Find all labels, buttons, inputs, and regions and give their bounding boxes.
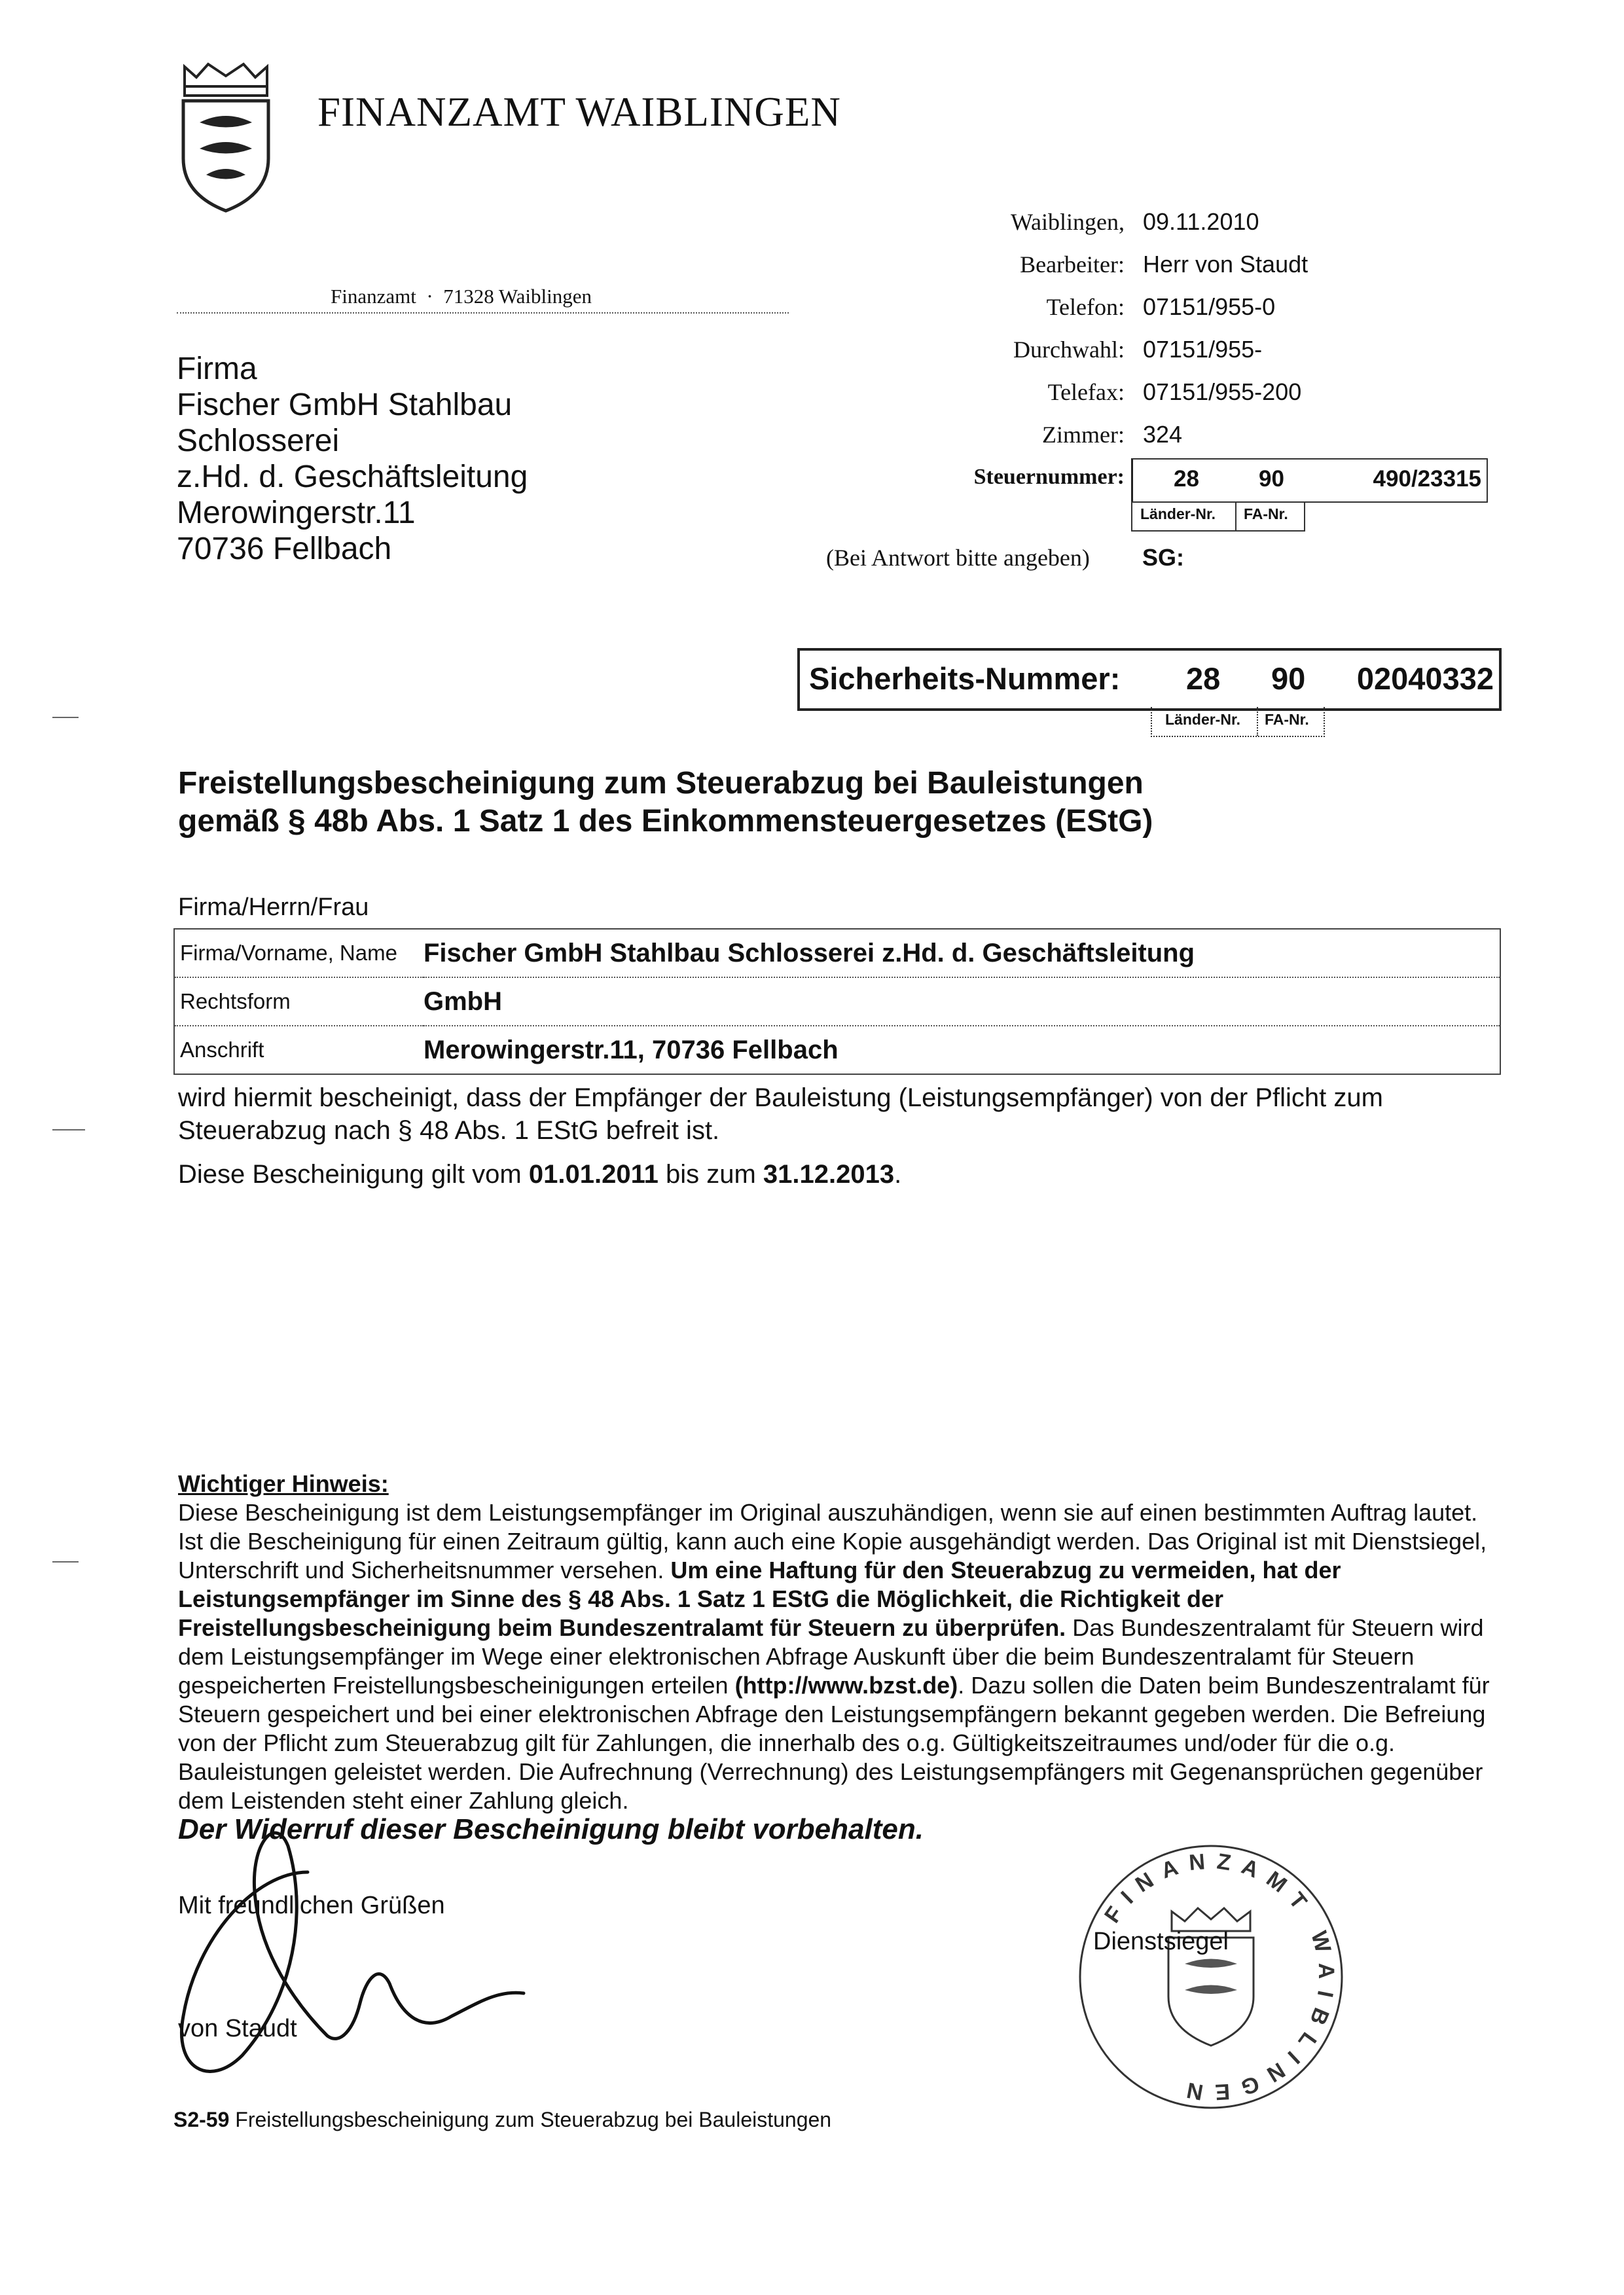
recipient-info-table: [173, 928, 1501, 1075]
scan-mark: [52, 717, 79, 718]
row-value: Fischer GmbH Stahlbau Schlosserei z.Hd. d. Geschäftsleitung: [424, 938, 1195, 967]
clerk-row: [805, 251, 1525, 290]
form-code: S2-59: [173, 2108, 230, 2131]
notice-text: Diese Bescheinigung ist dem Leistungsempfänger im Original auszuhändigen, wenn sie auf einen bestimmten Auftrag lautet. Ist die Bescheinigung für einen Zeitraum gültig, kann auch eine Kopie ausgehändigt werden. Das Original ist mit Dienstsiegel, Unterschrift und Sicherheitsnummer versehen.: [178, 1499, 1487, 1583]
validity-from: 01.01.2011: [528, 1160, 659, 1189]
scan-mark: [52, 1561, 79, 1563]
date-value: 09.11.2010: [1143, 208, 1259, 235]
security-number-captions: [1151, 707, 1325, 737]
official-seal-icon: [1074, 1833, 1348, 2121]
date-row: [805, 208, 1525, 247]
sg-label: SG:: [1142, 544, 1185, 571]
fa-caption: FA-Nr.: [1265, 711, 1309, 728]
document-title: [178, 765, 1153, 840]
revocation-note: Der Widerruf dieser Bescheinigung bleibt vorbehalten.: [178, 1813, 924, 1845]
land-caption: Länder-Nr.: [1140, 505, 1216, 522]
divider: [177, 312, 789, 314]
validity-suffix: .: [894, 1160, 902, 1189]
notice-link: (http://www.bzst.de): [734, 1672, 958, 1699]
recipient-line: z.Hd. d. Geschäftsleitung: [177, 460, 528, 494]
divider: [1235, 501, 1236, 530]
tax-number-value: 490/23315: [1373, 466, 1481, 492]
return-address-office: Finanzamt: [331, 285, 416, 308]
footer: [173, 2108, 831, 2132]
recipient-line: Firma: [177, 352, 257, 386]
recipient-line: 70736 Fellbach: [177, 532, 392, 566]
tax-number-box: [1131, 458, 1488, 503]
coat-of-arms-icon: [177, 60, 275, 214]
row-label: Anschrift: [174, 1026, 424, 1074]
notice-text-bold: Um eine Haftung für den Steuerabzug zu vermeiden, hat der Leistungsempfänger im Sinne des § 48 Abs. 1 Satz 1 EStG die Möglichkeit, die Richtigkeit der Freistellungsbescheinigung beim Bundeszentralamt für Steuern zu überprüfen.: [178, 1557, 1341, 1641]
clerk-label: Bearbeiter:: [1020, 251, 1125, 278]
divider: [1257, 707, 1258, 736]
security-land-number: 28: [1186, 661, 1221, 696]
certification-text: wird hiermit bescheinigt, dass der Empfänger der Bauleistung (Leistungsempfänger) von der Pflicht zum Steuerabzug nach § 48 Abs. 1 EStG befreit ist.: [178, 1083, 1383, 1145]
room-value: 324: [1143, 421, 1183, 448]
room-row: [805, 421, 1525, 460]
seal-ring-text: FINANZAMT WAIBLINGEN: [1100, 1849, 1339, 2105]
notice-text: . Dazu sollen die Daten beim Bundeszentralamt für Steuern gespeichert und bei einer elektronischen Abfrage den Leistungsempfängern bekannt gegeben werden. Die Befreiung von der Pflicht zum Steuerabzug gilt für Zahlungen, die innerhalb des o.g. Gültigkeitszeitraumes und/oder für die o.g. Bauleistungen geleistet werden. Die Aufrechnung (Verrechnung) des Leistungsempfängers mit Gegenansprüchen gegenüber dem Leistenden steht einer Zahlung gleich.: [178, 1672, 1490, 1814]
date-label: Waiblingen,: [1010, 209, 1125, 235]
row-value: Merowingerstr.11, 70736 Fellbach: [424, 1026, 1500, 1074]
footer-text: Freistellungsbescheinigung zum Steuerabzug bei Bauleistungen: [235, 2108, 832, 2131]
fax-label: Telefax:: [1047, 379, 1125, 405]
security-number-value: 02040332: [1356, 661, 1494, 696]
clerk-value: Herr von Staudt: [1143, 251, 1308, 278]
title-line-2: gemäß § 48b Abs. 1 Satz 1 des Einkommensteuergesetzes (EStG): [178, 804, 1153, 839]
signer-name: von Staudt: [178, 2015, 297, 2042]
extension-value: 07151/955-: [1143, 336, 1263, 363]
phone-row: [805, 293, 1525, 333]
signature-icon: [157, 1820, 615, 2095]
validity-to: 31.12.2013: [763, 1160, 895, 1189]
tax-land-number: 28: [1174, 466, 1199, 492]
title-line-1: Freistellungsbescheinigung zum Steuerabzug bei Bauleistungen: [178, 766, 1144, 801]
security-number-label: Sicherheits-Nummer:: [809, 661, 1121, 696]
important-notice: [178, 1470, 1494, 1815]
land-caption: Länder-Nr.: [1165, 711, 1241, 728]
row-value: GmbH: [424, 977, 1500, 1026]
security-office-number: 90: [1271, 661, 1306, 696]
reply-note: (Bei Antwort bitte angeben): [826, 545, 1090, 571]
validity-middle: bis zum: [665, 1160, 756, 1189]
fa-caption: FA-Nr.: [1244, 505, 1288, 522]
phone-label: Telefon:: [1046, 294, 1125, 320]
validity-statement: [178, 1160, 901, 1189]
salutation-label: Firma/Herrn/Frau: [178, 894, 369, 921]
notice-heading: Wichtiger Hinweis:: [178, 1470, 389, 1497]
security-number-box: [797, 648, 1502, 711]
svg-text:FINANZAMT WAIBLINGEN: [1100, 1849, 1339, 2105]
row-label: Firma/Vorname, Name: [180, 941, 397, 965]
closing-greeting: Mit freundlichen Grüßen: [178, 1892, 445, 1919]
seal-label: Dienstsiegel: [1093, 1928, 1229, 1955]
table-row: [174, 977, 1500, 1026]
return-address: Finanzamt · 71328 Waiblingen: [331, 285, 592, 308]
extension-row: [805, 336, 1525, 375]
table-row: [174, 929, 1500, 977]
fax-value: 07151/955-200: [1143, 378, 1302, 405]
table-row: [174, 1026, 1500, 1074]
office-title: FINANZAMT WAIBLINGEN: [317, 89, 841, 135]
fax-row: [805, 378, 1525, 418]
recipient-line: Schlosserei: [177, 424, 340, 458]
row-label: Rechtsform: [174, 977, 424, 1026]
recipient-line: Fischer GmbH Stahlbau: [177, 388, 513, 422]
phone-value: 07151/955-0: [1143, 293, 1276, 320]
notice-text: Das Bundeszentralamt für Steuern wird dem Leistungsempfänger im Wege einer elektronischen Abfrage Auskunft über die beim Bundeszentralamt für Steuern gespeicherten Freistellungsbescheinigungen erteilen: [178, 1614, 1484, 1699]
tax-number-captions: [1131, 501, 1305, 532]
extension-label: Durchwahl:: [1013, 336, 1125, 363]
recipient-address: [177, 351, 528, 567]
recipient-line: Merowingerstr.11: [177, 496, 416, 530]
validity-prefix: Diese Bescheinigung gilt vom: [178, 1160, 522, 1189]
scan-mark: [52, 1129, 85, 1130]
room-label: Zimmer:: [1042, 422, 1125, 448]
tax-office-number: 90: [1259, 466, 1284, 492]
return-address-city: 71328 Waiblingen: [443, 285, 592, 308]
tax-number-label: Steuernummer:: [973, 465, 1125, 489]
